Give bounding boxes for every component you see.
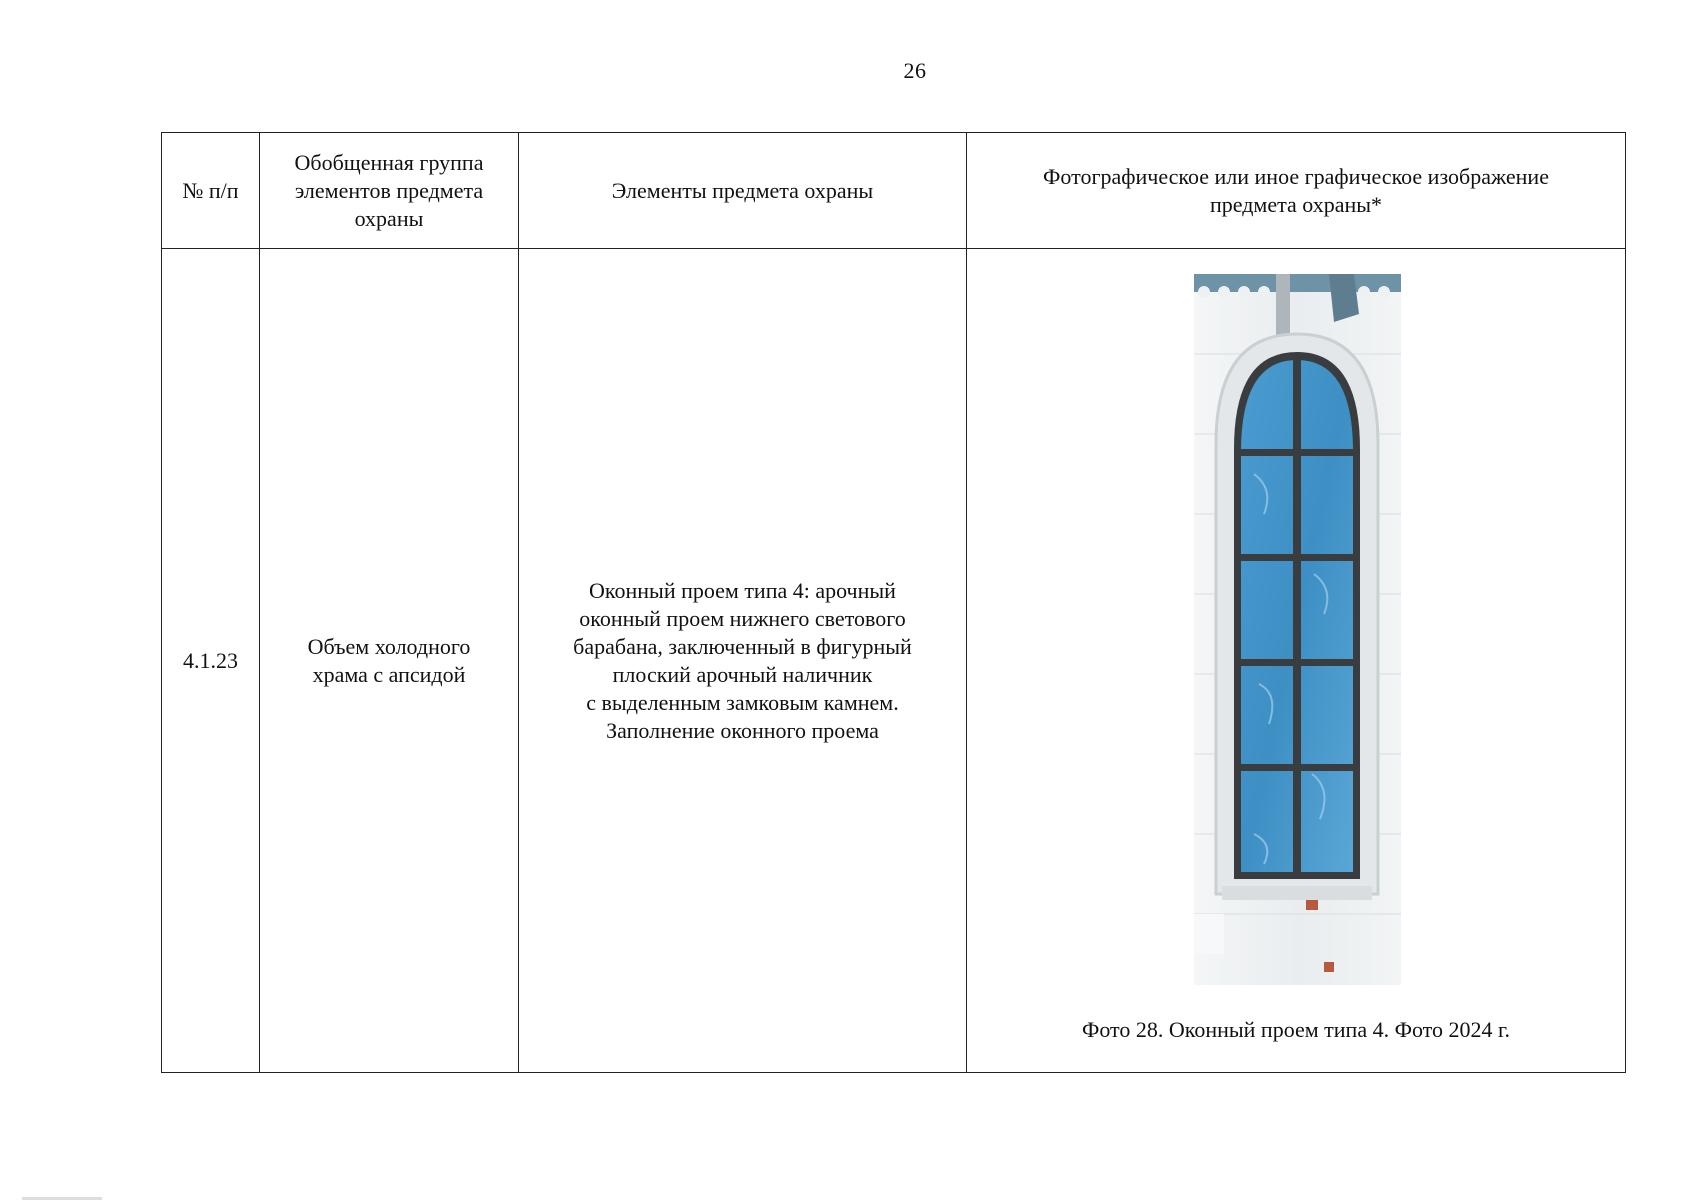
header-num [162,133,260,249]
row-elements-line-5: с выделенным замковым камнем. [586,689,899,715]
table-row [162,249,1626,1073]
header-photo-label: Фотографическое или иное графическое изображение предмета охраны* [1043,163,1549,217]
row-num: 4.1.23 [183,647,238,673]
window-photo [1194,274,1401,985]
row-group: Объем холодного храма с апсидой [307,633,471,687]
row-elements-line-2: оконный проем нижнего светового [579,605,906,631]
protection-elements-table [161,132,1626,1073]
header-elements-label: Элементы предмета охраны [611,177,874,203]
header-photo [967,133,1626,249]
row-photo-cell [967,249,1626,1073]
header-group [260,133,519,249]
page-number: 26 [903,58,927,83]
row-elements-cell [519,249,967,1073]
row-elements-line-6: Заполнение оконного проема [606,717,879,743]
header-num-label: № п/п [182,177,239,203]
row-elements-line-3: барабана, заключенный в фигурный [573,633,912,659]
row-num-cell [162,249,260,1073]
header-elements [519,133,967,249]
photo-caption: Фото 28. Оконный проем типа 4. Фото 2024 г. [1081,1017,1511,1042]
row-group-cell [260,249,519,1073]
table-header-row [162,133,1626,249]
row-elements-line-1: Оконный проем типа 4: арочный [589,577,896,603]
row-elements-line-4: плоский арочный наличник [612,661,873,687]
header-group-label: Обобщенная группа элементов предмета охраны [294,149,484,231]
